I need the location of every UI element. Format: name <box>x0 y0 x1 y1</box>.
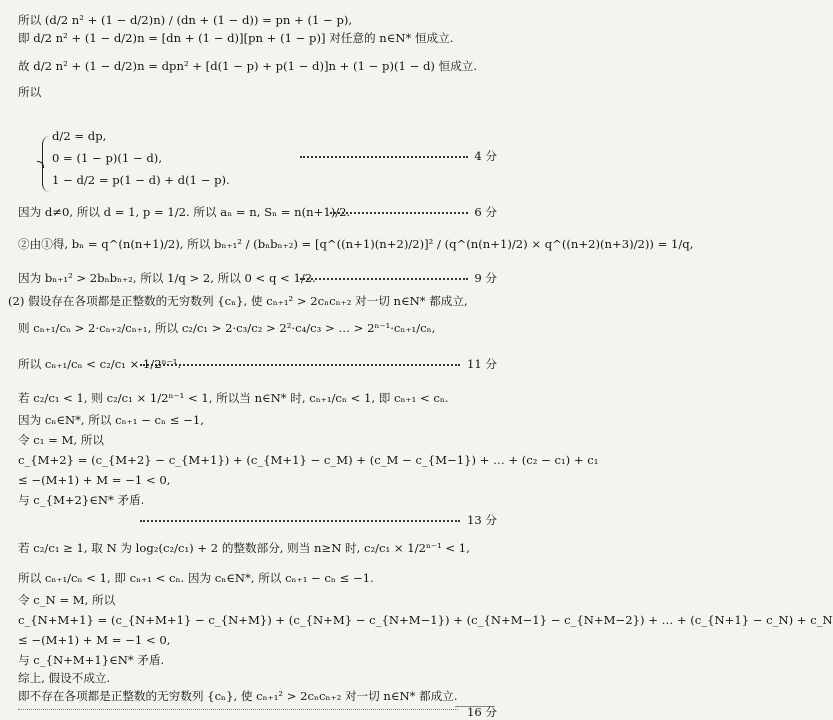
line-2: 即 d/2 n² + (1 − d/2)n = [dn + (1 − d)][pn + (1 − p)] 对任意的 n∈N* 恒成立. <box>18 31 454 45</box>
dot-leader-1 <box>300 156 468 158</box>
line-23: 所以 cₙ₊₁/cₙ < 1, 即 cₙ₊₁ < cₙ. 因为 cₙ∈N*, 所以 cₙ₊₁ − cₙ ≤ −1. <box>18 571 374 585</box>
line-24: 令 c_N = M, 所以 <box>18 593 116 607</box>
line-1: 所以 (d/2 n² + (1 − d/2)n) / (dn + (1 − d)) = pn + (1 − p), <box>18 13 353 27</box>
line-18: c_{M+2} = (c_{M+2} − c_{M+1}) + (c_{M+1} − c_M) + (c_M − c_{M−1}) + … + (c₂ − c₁) + c₁ <box>18 453 599 467</box>
system-eq-1: d/2 = dp, <box>52 129 107 143</box>
system-eq-3: 1 − d/2 = p(1 − d) + d(1 − p). <box>52 173 230 187</box>
dot-leader-5 <box>140 520 460 522</box>
line-11: 因为 bₙ₊₁² > 2bₙbₙ₊₂, 所以 1/q > 2, 所以 0 < q < 1/2. <box>18 271 316 285</box>
line-27: 与 c_{N+M+1}∈N* 矛盾. <box>18 653 165 667</box>
line-4: 所以 <box>18 85 42 99</box>
line-20: 与 c_{M+2}∈N* 矛盾. <box>18 493 145 507</box>
dot-leader-3 <box>300 278 468 280</box>
score-2: 6 分 <box>474 205 497 219</box>
score-4: 11 分 <box>466 357 497 371</box>
bottom-dot-leader <box>18 709 458 710</box>
line-3: 故 d/2 n² + (1 − d/2)n = dpn² + [d(1 − p) + p(1 − d)]n + (1 − p)(1 − d) 恒成立. <box>18 59 478 73</box>
score-5: 13 分 <box>466 513 497 527</box>
dot-leader-2 <box>330 212 468 214</box>
line-19: ≤ −(M+1) + M = −1 < 0, <box>18 473 171 487</box>
line-26: ≤ −(M+1) + M = −1 < 0, <box>18 633 171 647</box>
line-10: ②由①得, bₙ = q^(n(n+1)/2), 所以 bₙ₊₁² / (bₙbₙ₊₂) = [q^((n+1)(n+2)/2)]² / (q^(n(n+1)/2) × q^((n+2)(n+3)/2)) = 1/q, <box>18 237 694 251</box>
line-22: 若 c₂/c₁ ≥ 1, 取 N 为 log₂(c₂/c₁) + 2 的整数部分, 则当 n≥N 时, c₂/c₁ × 1/2ⁿ⁻¹ < 1, <box>18 541 470 555</box>
line-9: 因为 d≠0, 所以 d = 1, p = 1/2. 所以 aₙ = n, Sₙ = n(n+1)/2. <box>18 205 351 219</box>
system-eq-2: 0 = (1 − p)(1 − d), <box>52 151 163 165</box>
score-6: 16 分 <box>466 705 497 719</box>
line-17: 令 c₁ = M, 所以 <box>18 433 104 447</box>
line-13: 则 cₙ₊₁/cₙ > 2·cₙ₊₂/cₙ₊₁, 所以 c₂/c₁ > 2·c₃/c₂ > 2²·c₄/c₃ > … > 2ⁿ⁻¹·cₙ₊₁/cₙ, <box>18 321 436 335</box>
line-15: 若 c₂/c₁ < 1, 则 c₂/c₁ × 1/2ⁿ⁻¹ < 1, 所以当 n∈N* 时, cₙ₊₁/cₙ < 1, 即 cₙ₊₁ < cₙ. <box>18 391 449 405</box>
line-29: 即不存在各项都是正整数的无穷数列 {cₙ}, 使 cₙ₊₁² > 2cₙcₙ₊₂ 对一切 n∈N* 都成立. <box>18 689 458 703</box>
line-28: 综上, 假设不成立. <box>18 671 111 685</box>
line-25: c_{N+M+1} = (c_{N+M+1} − c_{N+M}) + (c_{N+M} − c_{N+M−1}) + (c_{N+M−1} − c_{N+M−2}) + … + (c_{N+1} − c_N) + c_N <box>18 613 833 627</box>
line-16: 因为 cₙ∈N*, 所以 cₙ₊₁ − cₙ ≤ −1, <box>18 413 204 427</box>
score-1: 4 分 <box>474 149 497 163</box>
line-12: (2) 假设存在各项都是正整数的无穷数列 {cₙ}, 使 cₙ₊₁² > 2cₙcₙ₊₂ 对一切 n∈N* 都成立, <box>8 294 468 308</box>
dot-leader-4 <box>140 364 460 366</box>
line-14: 所以 cₙ₊₁/cₙ < c₂/c₁ × 1/2ⁿ⁻¹. <box>18 357 182 371</box>
score-3: 9 分 <box>474 271 497 285</box>
